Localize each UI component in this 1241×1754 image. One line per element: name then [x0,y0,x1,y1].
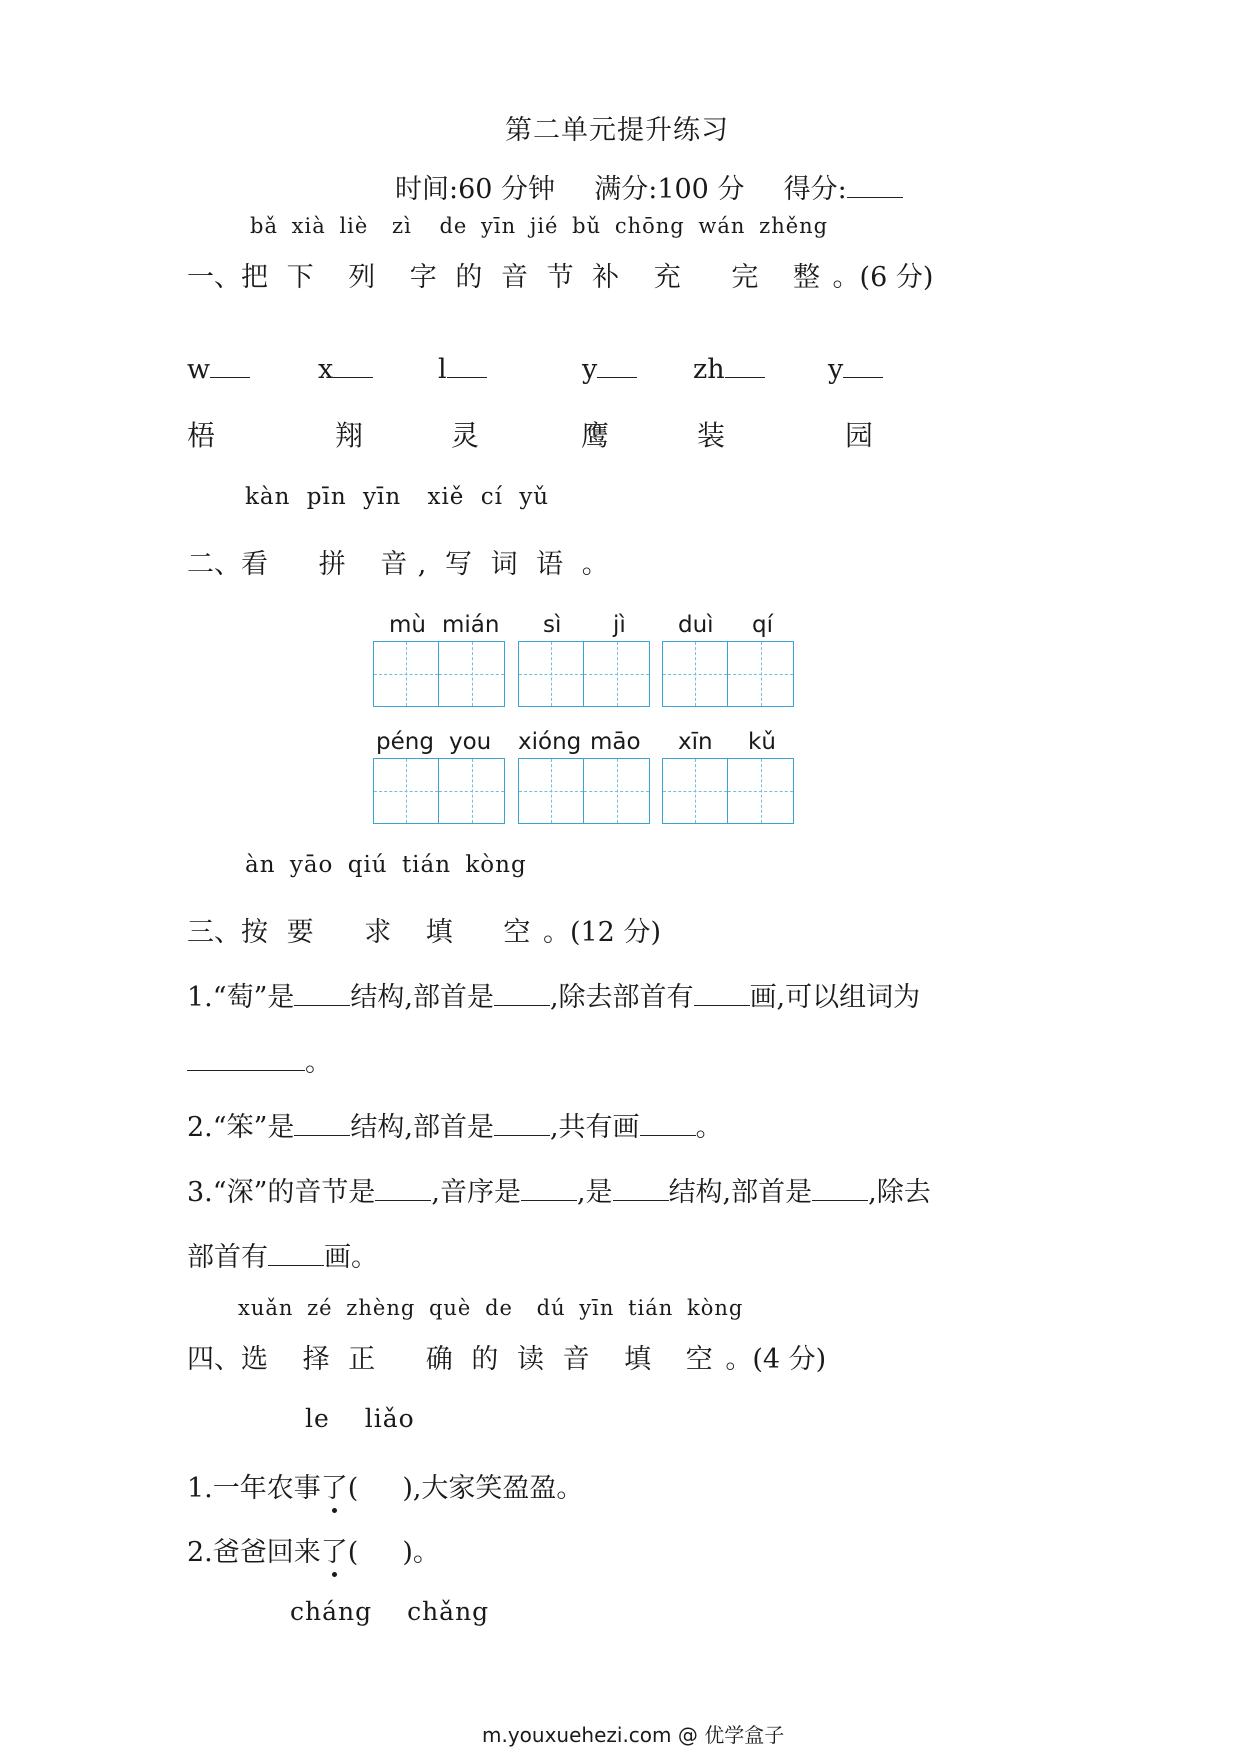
section4-pinyin: xuǎn zé zhèng què de dú yīn tián kòng [238,1296,744,1320]
section3-question-1: 1.“萄”是 结构,部首是 ,除去部首有 画,可以组词为 [187,982,921,1013]
section3-question-1-cont: 。 [187,1040,332,1079]
grid-row2-labels: péng you xióng māo xīn kǔ [376,729,776,755]
chars-row: 梧 翔 灵 鹰 装 园 [187,419,874,452]
score-blank[interactable] [847,196,903,198]
section3-question-2: 2.“笨”是 结构,部首是 ,共有画 。 [187,1112,723,1143]
section2-heading: 二、看 拼 音 , 写 词 语 。 [187,549,609,580]
initial-4: y [582,354,598,385]
writing-grid[interactable] [373,758,505,824]
section4-heading: 四、选 择 正 确 的 读 音 填 空 。(4 分) [187,1344,827,1375]
writing-grid[interactable] [518,758,650,824]
section1-pinyin: bǎ xià liè zì de yīn jié bǔ chōng wán zhěng [250,214,829,238]
initial-5: zh [693,354,725,385]
reading-options-2: cháng chǎng [290,1597,490,1626]
section3-question-3: 3.“深”的音节是 ,音序是 ,是 结构,部首是 ,除去 [187,1177,931,1208]
initial-3: l [438,354,447,385]
time-label: 时间:60 分钟 [395,174,556,205]
full-score-label: 满分:100 分 [594,174,745,205]
emphasis-char: 了 [321,1530,348,1569]
score-label: 得分: [783,174,847,205]
section4-question-1: 1.一年农事了( ),大家笑盈盈。 [187,1466,583,1505]
exam-meta [395,167,903,206]
emphasis-char: 了 [321,1466,348,1505]
initials-row [187,354,937,394]
section4-question-2: 2.爸爸回来了( )。 [187,1530,440,1569]
section2-pinyin: kàn pīn yīn xiě cí yǔ [245,484,550,510]
grid-row1-labels: mù mián sì jì duì qí [389,612,773,638]
page-title: 第二单元提升练习 [505,115,729,146]
initial-6: y [828,354,844,385]
initial-2: x [318,354,334,385]
writing-grid[interactable] [518,641,650,707]
writing-grid[interactable] [662,641,794,707]
section3-heading: 三、按 要 求 填 空 。(12 分) [187,917,661,948]
writing-grid[interactable] [373,641,505,707]
reading-options-1: le liǎo [305,1404,415,1433]
section3-pinyin: àn yāo qiú tián kòng [245,852,527,878]
initial-1: w [187,354,211,385]
writing-grid[interactable] [662,758,794,824]
section1-heading: 一、把 下 列 字 的 音 节 补 充 完 整 。(6 分) [187,262,934,293]
section3-question-3-cont: 部首有 画。 [187,1242,378,1273]
footer-watermark: m.youxuehezi.com @ 优学盒子 [482,1723,785,1747]
